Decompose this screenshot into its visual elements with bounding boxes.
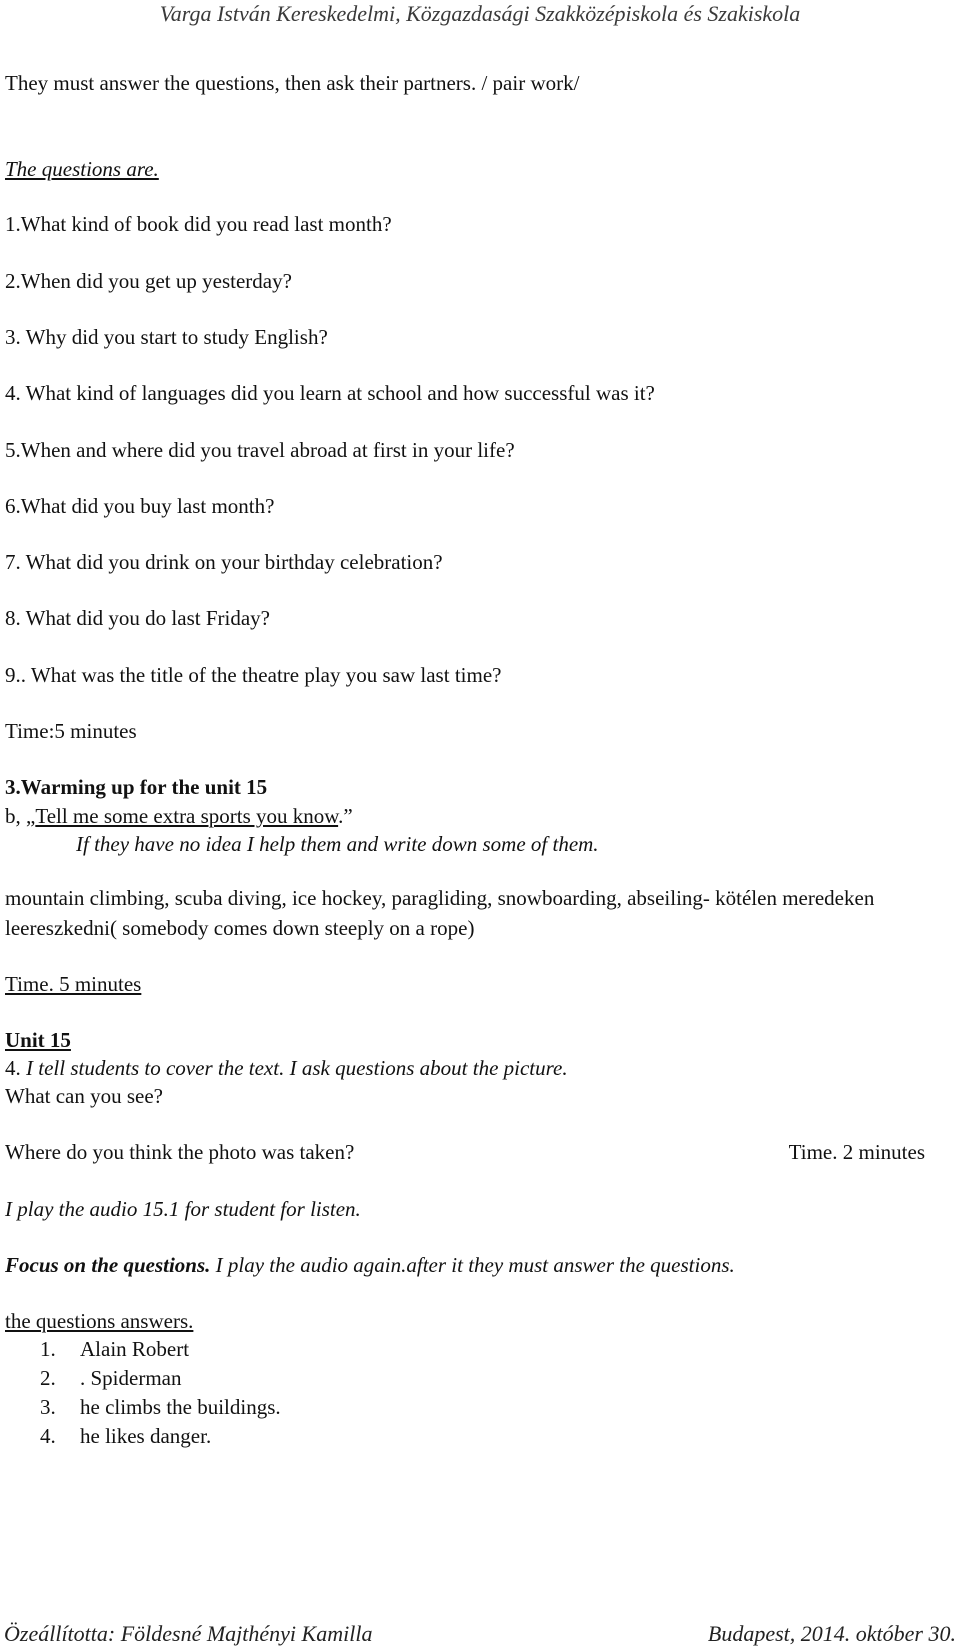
question-4: 4. What kind of languages did you learn at school and how successful was it? — [5, 381, 655, 405]
list-text: he likes danger. — [80, 1423, 212, 1448]
unit-heading: Unit 15 — [5, 1028, 71, 1052]
list-text: he climbs the buildings. — [80, 1394, 281, 1419]
answers-heading: the questions answers. — [5, 1309, 194, 1333]
question-6: 6.What did you buy last month? — [5, 494, 275, 518]
time-2: Time. 5 minutes — [5, 972, 142, 996]
sports-list: mountain climbing, scuba diving, ice hockey, paragliding, snowboarding, abseiling- kötélen meredeken leereszkedni( somebody comes down steeply on a rope) — [5, 886, 875, 940]
time-3: Time. 2 minutes — [788, 1140, 925, 1164]
answers-list — [40, 1334, 281, 1450]
question-what-see: What can you see? — [5, 1084, 164, 1108]
step-4-text: I tell students to cover the text. I ask questions about the picture. — [26, 1056, 568, 1080]
question-5: 5.When and where did you travel abroad at first in your life? — [5, 438, 515, 462]
question-8: 8. What did you do last Friday? — [5, 606, 270, 630]
list-item — [40, 1363, 281, 1392]
footer-place-date: Budapest, 2014. október 30. — [707, 1621, 956, 1646]
question-9: 9.. What was the title of the theatre play you saw last time? — [5, 663, 502, 687]
warmup-note: If they have no idea I help them and write down some of them. — [76, 832, 599, 856]
list-text: Alain Robert — [80, 1336, 190, 1361]
question-7: 7. What did you drink on your birthday celebration? — [5, 550, 443, 574]
question-1: 1.What kind of book did you read last month? — [5, 212, 392, 236]
page-header: Varga István Kereskedelmi, Közgazdasági Szakközépiskola és Szakiskola — [159, 1, 801, 26]
list-item — [40, 1421, 281, 1450]
list-number: 4. — [40, 1423, 56, 1448]
list-number: 1. — [40, 1336, 56, 1361]
footer-author: Özeállította: Földesné Majthényi Kamilla — [4, 1621, 373, 1646]
list-number: 2. — [40, 1365, 56, 1390]
audio-text: I play the audio 15.1 for student for listen. — [5, 1197, 361, 1221]
step-4-number: 4. — [5, 1056, 26, 1080]
question-photo-taken: Where do you think the photo was taken? — [5, 1140, 355, 1164]
focus-rest: I play the audio again.after it they must answer the questions. — [210, 1253, 735, 1277]
questions-heading: The questions are. — [5, 157, 159, 181]
focus-line — [5, 1252, 735, 1278]
question-2: 2.When did you get up yesterday? — [5, 269, 292, 293]
warmup-heading: 3.Warming up for the unit 15 — [5, 775, 268, 799]
warmup-b-underlined: Tell me some extra sports you know — [35, 804, 339, 828]
time-1: Time:5 minutes — [5, 719, 137, 743]
intro-text: They must answer the questions, then ask their partners. / pair work/ — [5, 71, 580, 95]
warmup-b-line — [5, 803, 353, 829]
question-3: 3. Why did you start to study English? — [5, 325, 328, 349]
list-text: . Spiderman — [80, 1365, 182, 1390]
warmup-b-suffix: .” — [338, 804, 353, 828]
focus-bold: Focus on the questions. — [5, 1253, 211, 1277]
list-number: 3. — [40, 1394, 56, 1419]
step-4-line — [5, 1055, 568, 1081]
list-item — [40, 1392, 281, 1421]
list-item — [40, 1334, 281, 1363]
warmup-b-prefix: b, „ — [5, 804, 36, 828]
